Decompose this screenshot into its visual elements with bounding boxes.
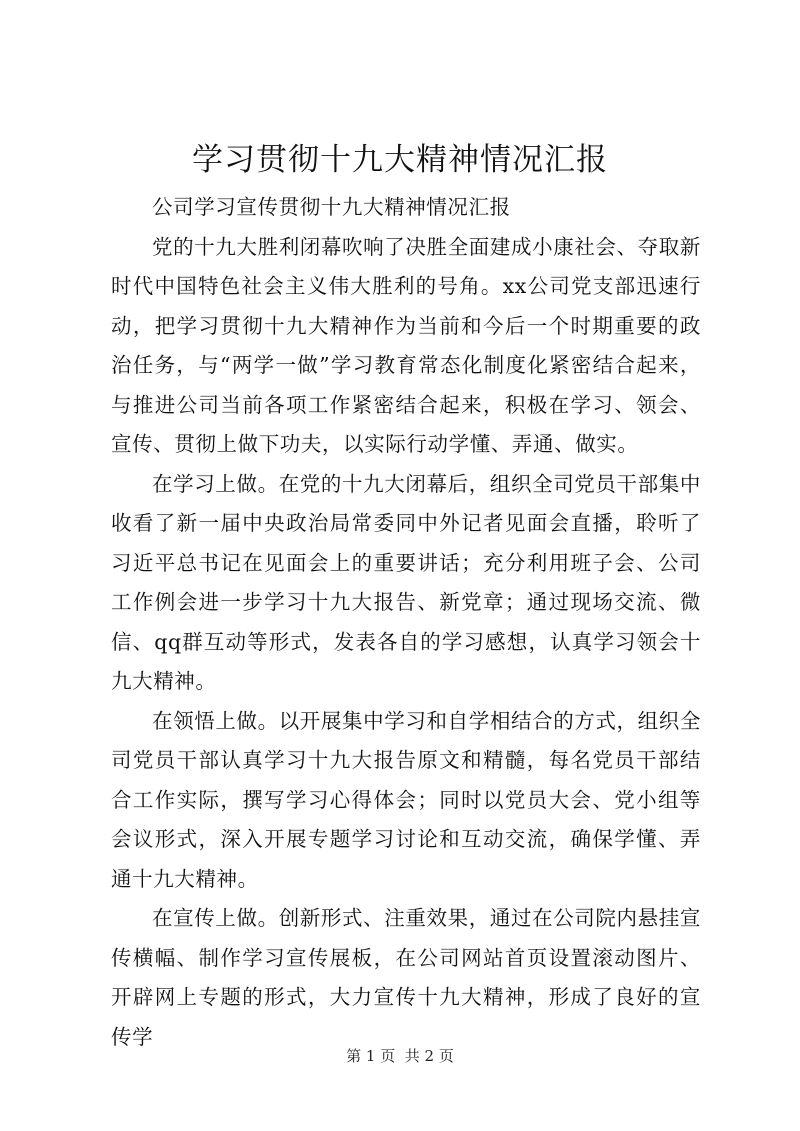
paragraph-study: 在学习上做。在党的十九大闭幕后，组织全司党员干部集中收看了新一届中央政治局常委同中外记者见面会直播，聆听了习近平总书记在见面会上的重要讲话；充分利用班子会、公司工作例会进一步学习十九大报告、新党章；通过现场交流、微信、qq群互动等形式，发表各自的学习感想，认真学习领会十九大精神。 <box>111 471 701 693</box>
page-number: 第 1 页 共 2 页 <box>346 1047 454 1065</box>
document-subtitle: 公司学习宣传贯彻十九大精神情况汇报 <box>152 195 511 219</box>
document-body <box>111 188 701 1057</box>
document-title: 学习贯彻十九大精神情况汇报 <box>192 142 608 178</box>
paragraph-comprehend: 在领悟上做。以开展集中学习和自学相结合的方式，组织全司党员干部认真学习十九大报告原文和精髓，每名党员干部结合工作实际，撰写学习心得体会；同时以党员大会、党小组等会议形式，深入开展专题学习讨论和互动交流，确保学懂、弄通十九大精神。 <box>111 708 701 891</box>
paragraph-publicize: 在宣传上做。创新形式、注重效果，通过在公司院内悬挂宣传横幅、制作学习宣传展板，在公司网站首页设置滚动图片、开辟网上专题的形式，大力宣传十九大精神，形成了良好的宣传学 <box>111 906 701 1049</box>
paragraph-intro: 党的十九大胜利闭幕吹响了决胜全面建成小康社会、夺取新时代中国特色社会主义伟大胜利的号角。xx公司党支部迅速行动，把学习贯彻十九大精神作为当前和今后一个时期重要的政治任务，与“两学一做”学习教育常态化制度化紧密结合起来，与推进公司当前各项工作紧密结合起来，积极在学习、领会、宣传、贯彻上做下功夫，以实际行动学懂、弄通、做实。 <box>111 234 701 456</box>
page-footer <box>0 1046 800 1066</box>
